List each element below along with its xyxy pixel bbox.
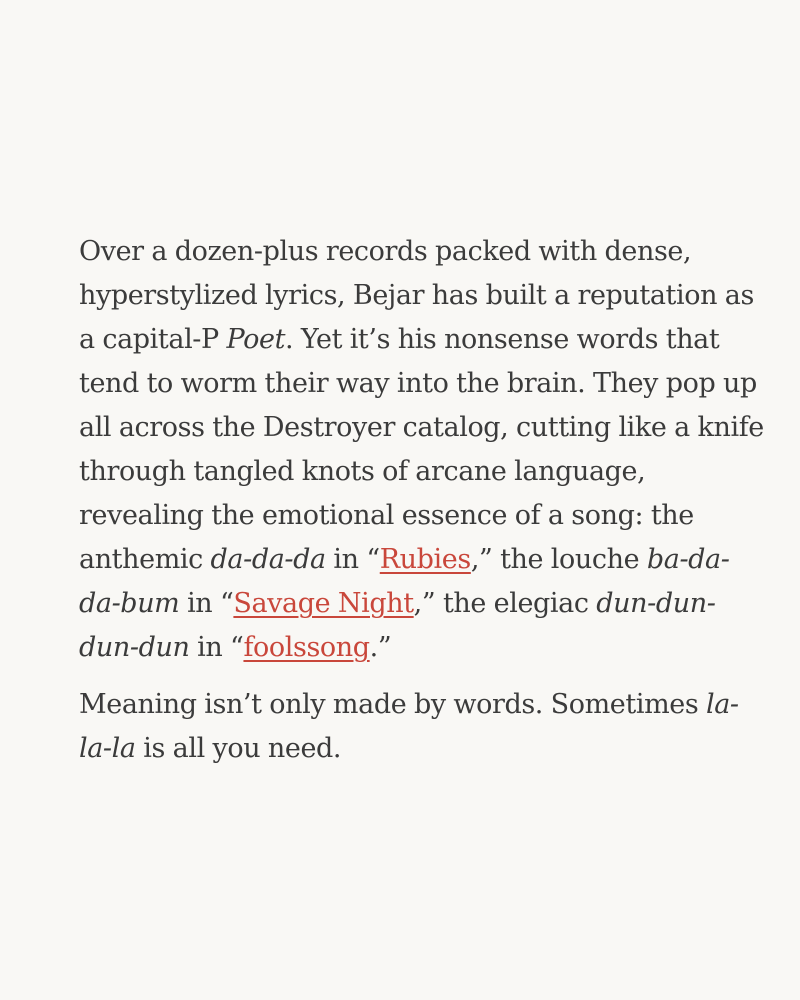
text: is all you need. [135, 733, 342, 764]
text: anthemic [79, 544, 211, 575]
text-line [79, 727, 725, 771]
text: Meaning isn’t only made by words. Sometimes [79, 689, 706, 720]
text: through tangled knots of arcane language, [79, 456, 646, 487]
text: ,” the louche [470, 544, 647, 575]
text: in “ [325, 544, 380, 575]
text: .” [369, 632, 392, 663]
rubies-link[interactable]: Rubies [379, 544, 471, 575]
text-line [79, 450, 725, 494]
emphasis-da-bum: da-bum [79, 588, 180, 619]
text-line [79, 683, 739, 727]
emphasis-ba-da: ba-da- [646, 544, 730, 575]
paragraph-destroyer-nonsense-words [79, 230, 764, 670]
emphasis-la-la: la-la [79, 733, 136, 764]
text: ,” the elegiac [413, 588, 597, 619]
text-line [79, 494, 725, 538]
article-body [79, 230, 764, 771]
text-line [79, 626, 725, 670]
text-line [79, 582, 725, 626]
text: all across the Destroyer catalog, cutting like a knife [79, 412, 764, 443]
emphasis-dun-dun: dun-dun- [596, 588, 716, 619]
paragraph-meaning [79, 683, 739, 771]
text-line [79, 230, 725, 274]
text: . Yet it’s his nonsense words that [285, 324, 720, 355]
emphasis-da-da-da: da-da-da [210, 544, 326, 575]
text-line [79, 318, 725, 362]
text: hyperstylized lyrics, Bejar has built a reputation as [79, 280, 754, 311]
text-line [79, 406, 764, 450]
text: a capital-P [79, 324, 227, 355]
text-line [79, 274, 754, 318]
text: revealing the emotional essence of a song: the [79, 500, 694, 531]
emphasis-dun-dun-end: dun-dun [79, 632, 190, 663]
text: in “ [189, 632, 244, 663]
text-line [79, 362, 757, 406]
text: Over a dozen-plus records packed with dense, [79, 236, 692, 267]
savage-night-link[interactable]: Savage Night [233, 588, 414, 619]
emphasis-poet: Poet [226, 324, 286, 355]
text-line [79, 538, 730, 582]
text: in “ [179, 588, 234, 619]
foolssong-link[interactable]: foolssong [243, 632, 370, 663]
emphasis-la: la- [706, 689, 739, 720]
text: tend to worm their way into the brain. They pop up [79, 368, 757, 399]
